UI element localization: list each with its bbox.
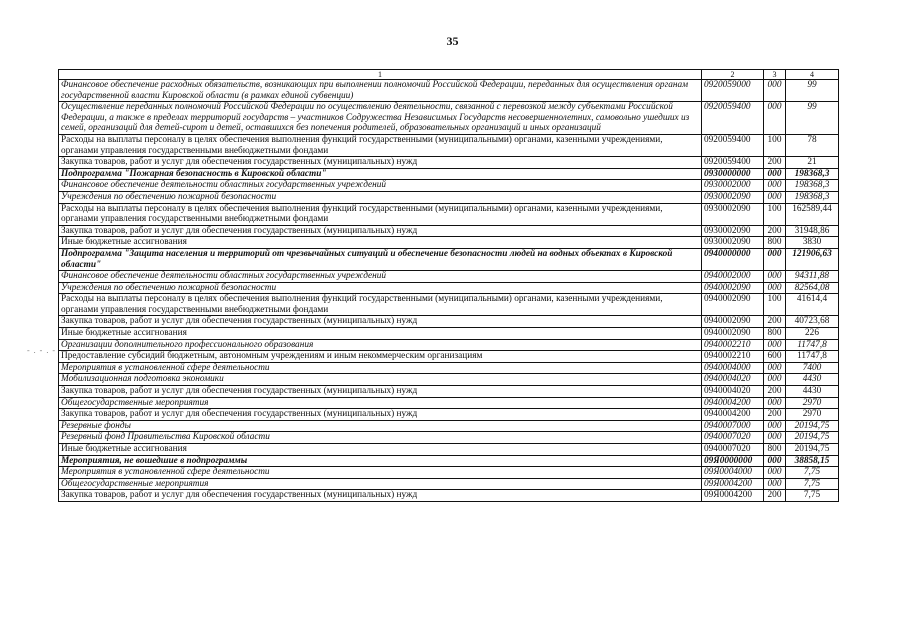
row-kind-cell: 000 bbox=[764, 80, 786, 102]
row-name-cell: Подпрограмма "Пожарная безопасность в Кировской области" bbox=[59, 168, 702, 180]
column-header-sum: 4 bbox=[786, 70, 839, 80]
row-sum-cell: 121906,63 bbox=[786, 248, 839, 270]
row-name-cell: Мероприятия в установленной сфере деятельности bbox=[59, 362, 702, 374]
row-kind-cell: 100 bbox=[764, 203, 786, 225]
row-name-cell: Финансовое обеспечение расходных обязательств, возникающих при выполнении полномочий Российской Федерации, переданных для осуществления органам государственной власти Кировской области (в рамках единой субвенции) bbox=[59, 80, 702, 102]
row-kind-cell: 200 bbox=[764, 386, 786, 398]
row-sum-cell: 41614,4 bbox=[786, 294, 839, 316]
row-kind-cell: 200 bbox=[764, 409, 786, 421]
table-row bbox=[59, 478, 839, 490]
table-row bbox=[59, 134, 839, 156]
table-row bbox=[59, 168, 839, 180]
row-kind-cell: 000 bbox=[764, 102, 786, 135]
row-code-cell: 0920059000 bbox=[702, 80, 764, 102]
row-code-cell: 0940007020 bbox=[702, 444, 764, 456]
row-sum-cell: 7,75 bbox=[786, 478, 839, 490]
table-row bbox=[59, 203, 839, 225]
table-row bbox=[59, 351, 839, 363]
table-row bbox=[59, 386, 839, 398]
row-code-cell: 0940002090 bbox=[702, 282, 764, 294]
page-number: 35 bbox=[446, 34, 459, 48]
row-name-cell: Расходы на выплаты персоналу в целях обеспечения выполнения функций государственными (муниципальными) органами, казенными учреждениями, органами управления государственными внебюджетными фондами bbox=[59, 134, 702, 156]
row-code-cell: 0940004020 bbox=[702, 374, 764, 386]
row-code-cell: 0940002000 bbox=[702, 271, 764, 283]
row-code-cell: 0920059400 bbox=[702, 157, 764, 169]
row-sum-cell: 21 bbox=[786, 157, 839, 169]
row-kind-cell: 800 bbox=[764, 444, 786, 456]
row-name-cell: Расходы на выплаты персоналу в целях обеспечения выполнения функций государственными (муниципальными) органами, казенными учреждениями, органами управления государственными внебюджетными фондами bbox=[59, 203, 702, 225]
row-kind-cell: 000 bbox=[764, 248, 786, 270]
row-kind-cell: 000 bbox=[764, 362, 786, 374]
table-row bbox=[59, 374, 839, 386]
column-header-kind: 3 bbox=[764, 70, 786, 80]
row-name-cell: Закупка товаров, работ и услуг для обеспечения государственных (муниципальных) нужд bbox=[59, 386, 702, 398]
row-kind-cell: 000 bbox=[764, 432, 786, 444]
table-row bbox=[59, 455, 839, 467]
table-row bbox=[59, 248, 839, 270]
row-name-cell: Финансовое обеспечение деятельности областных государственных учреждений bbox=[59, 180, 702, 192]
row-sum-cell: 31948,86 bbox=[786, 225, 839, 237]
table-row bbox=[59, 294, 839, 316]
row-name-cell: Подпрограмма "Защита населения и территорий от чрезвычайных ситуаций и обеспечение безопасности людей на водных объектах в Кировской области" bbox=[59, 248, 702, 270]
table-row bbox=[59, 191, 839, 203]
row-sum-cell: 3830 bbox=[786, 237, 839, 249]
row-name-cell: Иные бюджетные ассигнования bbox=[59, 328, 702, 340]
budget-table bbox=[58, 69, 839, 502]
table-row bbox=[59, 444, 839, 456]
row-code-cell: 0940002090 bbox=[702, 316, 764, 328]
row-name-cell: Финансовое обеспечение деятельности областных государственных учреждений bbox=[59, 271, 702, 283]
row-kind-cell: 000 bbox=[764, 339, 786, 351]
row-name-cell: Организации дополнительного профессионального образования bbox=[59, 339, 702, 351]
table-row bbox=[59, 339, 839, 351]
row-name-cell: Мобилизационная подготовка экономики bbox=[59, 374, 702, 386]
table-row bbox=[59, 362, 839, 374]
row-kind-cell: 000 bbox=[764, 180, 786, 192]
table-row bbox=[59, 420, 839, 432]
row-kind-cell: 000 bbox=[764, 168, 786, 180]
column-number-row bbox=[59, 70, 839, 80]
table-row bbox=[59, 409, 839, 421]
row-kind-cell: 800 bbox=[764, 237, 786, 249]
row-code-cell: 0940004200 bbox=[702, 409, 764, 421]
column-header-name: 1 bbox=[59, 70, 702, 80]
row-sum-cell: 198368,3 bbox=[786, 191, 839, 203]
row-code-cell: 0930000000 bbox=[702, 168, 764, 180]
row-code-cell: 0920059400 bbox=[702, 102, 764, 135]
row-sum-cell: 7,75 bbox=[786, 467, 839, 479]
row-kind-cell: 000 bbox=[764, 374, 786, 386]
table-row bbox=[59, 271, 839, 283]
row-code-cell: 0930002090 bbox=[702, 237, 764, 249]
table-row bbox=[59, 316, 839, 328]
row-name-cell: Мероприятия в установленной сфере деятельности bbox=[59, 467, 702, 479]
row-sum-cell: 2970 bbox=[786, 397, 839, 409]
table-row bbox=[59, 80, 839, 102]
row-kind-cell: 000 bbox=[764, 420, 786, 432]
row-kind-cell: 100 bbox=[764, 294, 786, 316]
row-sum-cell: 20194,75 bbox=[786, 432, 839, 444]
row-name-cell: Общегосударственные мероприятия bbox=[59, 397, 702, 409]
row-code-cell: 09Я0004200 bbox=[702, 490, 764, 502]
table-row bbox=[59, 397, 839, 409]
row-code-cell: 0940002090 bbox=[702, 328, 764, 340]
row-code-cell: 0940002210 bbox=[702, 351, 764, 363]
row-sum-cell: 40723,68 bbox=[786, 316, 839, 328]
row-sum-cell: 11747,8 bbox=[786, 339, 839, 351]
row-name-cell: Иные бюджетные ассигнования bbox=[59, 237, 702, 249]
row-name-cell: Резервный фонд Правительства Кировской области bbox=[59, 432, 702, 444]
row-kind-cell: 000 bbox=[764, 478, 786, 490]
row-code-cell: 09Я0000000 bbox=[702, 455, 764, 467]
row-sum-cell: 2970 bbox=[786, 409, 839, 421]
row-sum-cell: 162589,44 bbox=[786, 203, 839, 225]
row-sum-cell: 4430 bbox=[786, 374, 839, 386]
row-code-cell: 0930002090 bbox=[702, 225, 764, 237]
row-code-cell: 0940007020 bbox=[702, 432, 764, 444]
row-name-cell: Резервные фонды bbox=[59, 420, 702, 432]
table-row bbox=[59, 237, 839, 249]
row-code-cell: 09Я0004200 bbox=[702, 478, 764, 490]
row-kind-cell: 000 bbox=[764, 467, 786, 479]
row-kind-cell: 000 bbox=[764, 455, 786, 467]
row-kind-cell: 000 bbox=[764, 397, 786, 409]
column-header-code: 2 bbox=[702, 70, 764, 80]
row-sum-cell: 94311,88 bbox=[786, 271, 839, 283]
row-sum-cell: 78 bbox=[786, 134, 839, 156]
row-kind-cell: 200 bbox=[764, 225, 786, 237]
row-code-cell: 0940002090 bbox=[702, 294, 764, 316]
row-sum-cell: 99 bbox=[786, 102, 839, 135]
row-sum-cell: 11747,8 bbox=[786, 351, 839, 363]
row-sum-cell: 4430 bbox=[786, 386, 839, 398]
row-kind-cell: 000 bbox=[764, 271, 786, 283]
row-sum-cell: 99 bbox=[786, 80, 839, 102]
row-code-cell: 0940004000 bbox=[702, 362, 764, 374]
row-sum-cell: 20194,75 bbox=[786, 444, 839, 456]
row-code-cell: 0920059400 bbox=[702, 134, 764, 156]
row-kind-cell: 200 bbox=[764, 316, 786, 328]
row-kind-cell: 000 bbox=[764, 191, 786, 203]
row-name-cell: Учреждения по обеспечению пожарной безопасности bbox=[59, 191, 702, 203]
table-row bbox=[59, 282, 839, 294]
row-name-cell: Общегосударственные мероприятия bbox=[59, 478, 702, 490]
row-sum-cell: 7,75 bbox=[786, 490, 839, 502]
row-name-cell: Закупка товаров, работ и услуг для обеспечения государственных (муниципальных) нужд bbox=[59, 157, 702, 169]
row-sum-cell: 20194,75 bbox=[786, 420, 839, 432]
row-name-cell: Иные бюджетные ассигнования bbox=[59, 444, 702, 456]
row-name-cell: Расходы на выплаты персоналу в целях обеспечения выполнения функций государственными (муниципальными) органами, казенными учреждениями, органами управления государственными внебюджетными фондами bbox=[59, 294, 702, 316]
table-row bbox=[59, 328, 839, 340]
row-name-cell: Закупка товаров, работ и услуг для обеспечения государственных (муниципальных) нужд bbox=[59, 409, 702, 421]
table-row bbox=[59, 157, 839, 169]
table-row bbox=[59, 180, 839, 192]
row-kind-cell: 100 bbox=[764, 134, 786, 156]
table-row bbox=[59, 225, 839, 237]
row-kind-cell: 200 bbox=[764, 157, 786, 169]
row-name-cell: Предоставление субсидий бюджетным, автономным учреждениям и иным некоммерческим организациям bbox=[59, 351, 702, 363]
table-row bbox=[59, 432, 839, 444]
row-code-cell: 0940004200 bbox=[702, 397, 764, 409]
row-code-cell: 0940002210 bbox=[702, 339, 764, 351]
row-name-cell: Учреждения по обеспечению пожарной безопасности bbox=[59, 282, 702, 294]
row-sum-cell: 7400 bbox=[786, 362, 839, 374]
table-row bbox=[59, 490, 839, 502]
row-kind-cell: 000 bbox=[764, 282, 786, 294]
row-code-cell: 09Я0004000 bbox=[702, 467, 764, 479]
row-code-cell: 0930002090 bbox=[702, 191, 764, 203]
scan-artifact-marks: - . - . - bbox=[27, 346, 56, 355]
row-sum-cell: 226 bbox=[786, 328, 839, 340]
row-code-cell: 0930002090 bbox=[702, 203, 764, 225]
table-row bbox=[59, 102, 839, 135]
row-name-cell: Осуществление переданных полномочий Российской Федерации по осуществлению деятельности, связанной с перевозкой между субъектами Российской Федерации, а также в пределах территорий государств – участников Содружества Независимых Государств несовершеннолетних, самовольно ушедших из семей, организаций для детей-сирот и детей, оставшихся без попечения родителей, образовательных организаций и иных организаций bbox=[59, 102, 702, 135]
row-sum-cell: 38858,15 bbox=[786, 455, 839, 467]
table-row bbox=[59, 467, 839, 479]
row-sum-cell: 198368,3 bbox=[786, 168, 839, 180]
row-name-cell: Мероприятия, не вошедшие в подпрограммы bbox=[59, 455, 702, 467]
row-code-cell: 0940004020 bbox=[702, 386, 764, 398]
row-name-cell: Закупка товаров, работ и услуг для обеспечения государственных (муниципальных) нужд bbox=[59, 316, 702, 328]
row-name-cell: Закупка товаров, работ и услуг для обеспечения государственных (муниципальных) нужд bbox=[59, 490, 702, 502]
row-code-cell: 0940000000 bbox=[702, 248, 764, 270]
row-code-cell: 0930002000 bbox=[702, 180, 764, 192]
row-kind-cell: 600 bbox=[764, 351, 786, 363]
row-kind-cell: 200 bbox=[764, 490, 786, 502]
row-code-cell: 0940007000 bbox=[702, 420, 764, 432]
row-sum-cell: 82564,08 bbox=[786, 282, 839, 294]
row-sum-cell: 198368,3 bbox=[786, 180, 839, 192]
budget-table-body bbox=[59, 70, 839, 502]
row-name-cell: Закупка товаров, работ и услуг для обеспечения государственных (муниципальных) нужд bbox=[59, 225, 702, 237]
row-kind-cell: 800 bbox=[764, 328, 786, 340]
